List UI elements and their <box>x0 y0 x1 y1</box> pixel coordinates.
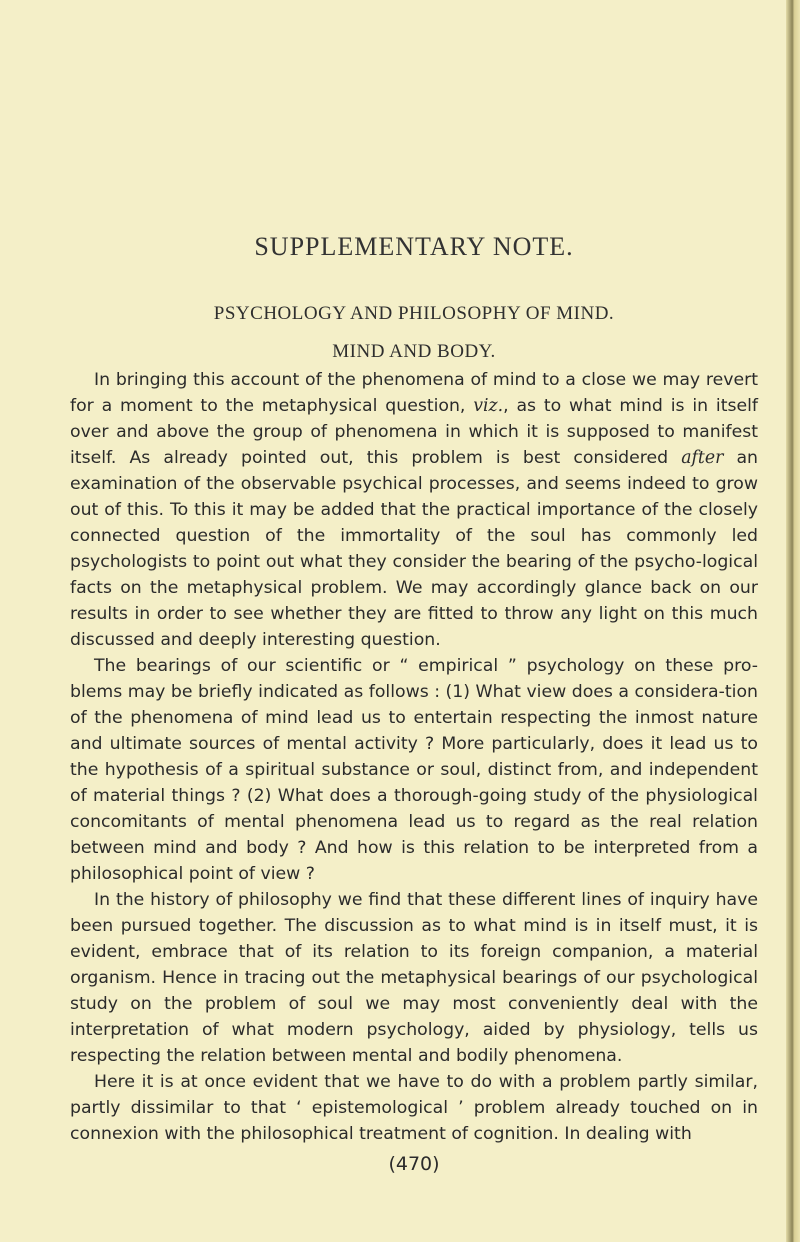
paragraph-1 <box>70 367 758 653</box>
paragraph-4: Here it is at once evident that we have to do with a problem partly similar, partly dissimilar to that ‘ epistemological ’ problem already touched on in connexion with the philosophical treatment of cognition. In dealing with <box>70 1072 758 1144</box>
paragraph-2: The bearings of our scientific or “ empirical ” psychology on these pro-blems may be briefly indicated as follows : (1) What view does a considera-tion of the phenomena of mind lead us to entertain respecting the inmost nature and ultimate sources of mental activity ? More particularly, does it lead us to the hypothesis of a spiritual substance or soul, distinct from, and independent of material things ? (2) What does a thorough-going study of the physiological concomitants of mental phenomena lead us to regard as the real relation between mind and body ? And how is this relation to be interpreted from a philosophical point of view ? <box>70 656 758 884</box>
p1-part-a: In bringing this account of the phenomena of mind to a close we may revert for a moment to the metaphysical question, <box>70 370 758 416</box>
body-text <box>70 367 758 1147</box>
paragraph-3: In the history of philosophy we find that these different lines of inquiry have been pursued together. The discussion as to what mind is in itself must, it is evident, embrace that of its relation to its foreign companion, a material organism. Hence in tracing out the metaphysical bearings of our psychological study on the problem of soul we may most conveniently deal with the interpretation of what modern psychology, aided by physiology, tells us respecting the relation between mental and bodily phenomena. <box>70 890 758 1066</box>
chapter-subtitle: PSYCHOLOGY AND PHILOSOPHY OF MIND. <box>213 303 615 324</box>
p1-part-b: , as to what mind is in itself over and above the group of phenomena in which it is supposed to manifest itself. As already pointed out, this problem is best considered <box>70 396 758 468</box>
p1-viz: viz. <box>473 396 504 416</box>
p1-part-c: an examination of the observable psychical processes, and seems indeed to grow out of this. To this it may be added that the practical importance of the closely connected question of the immortality of the soul has commonly led psychologists to point out what they consider the bearing of the psycho-logical facts on the metaphysical problem. We may accordingly glance back on our results in order to see whether they are fitted to throw any light on this much discussed and deeply interesting question. <box>70 448 758 650</box>
page-number: (470) <box>388 1153 440 1175</box>
p1-after: after <box>681 448 724 468</box>
page-edge <box>786 0 800 1242</box>
section-heading: MIND AND BODY. <box>332 341 496 362</box>
page-title: SUPPLEMENTARY NOTE. <box>254 232 574 261</box>
book-page <box>70 0 758 1242</box>
